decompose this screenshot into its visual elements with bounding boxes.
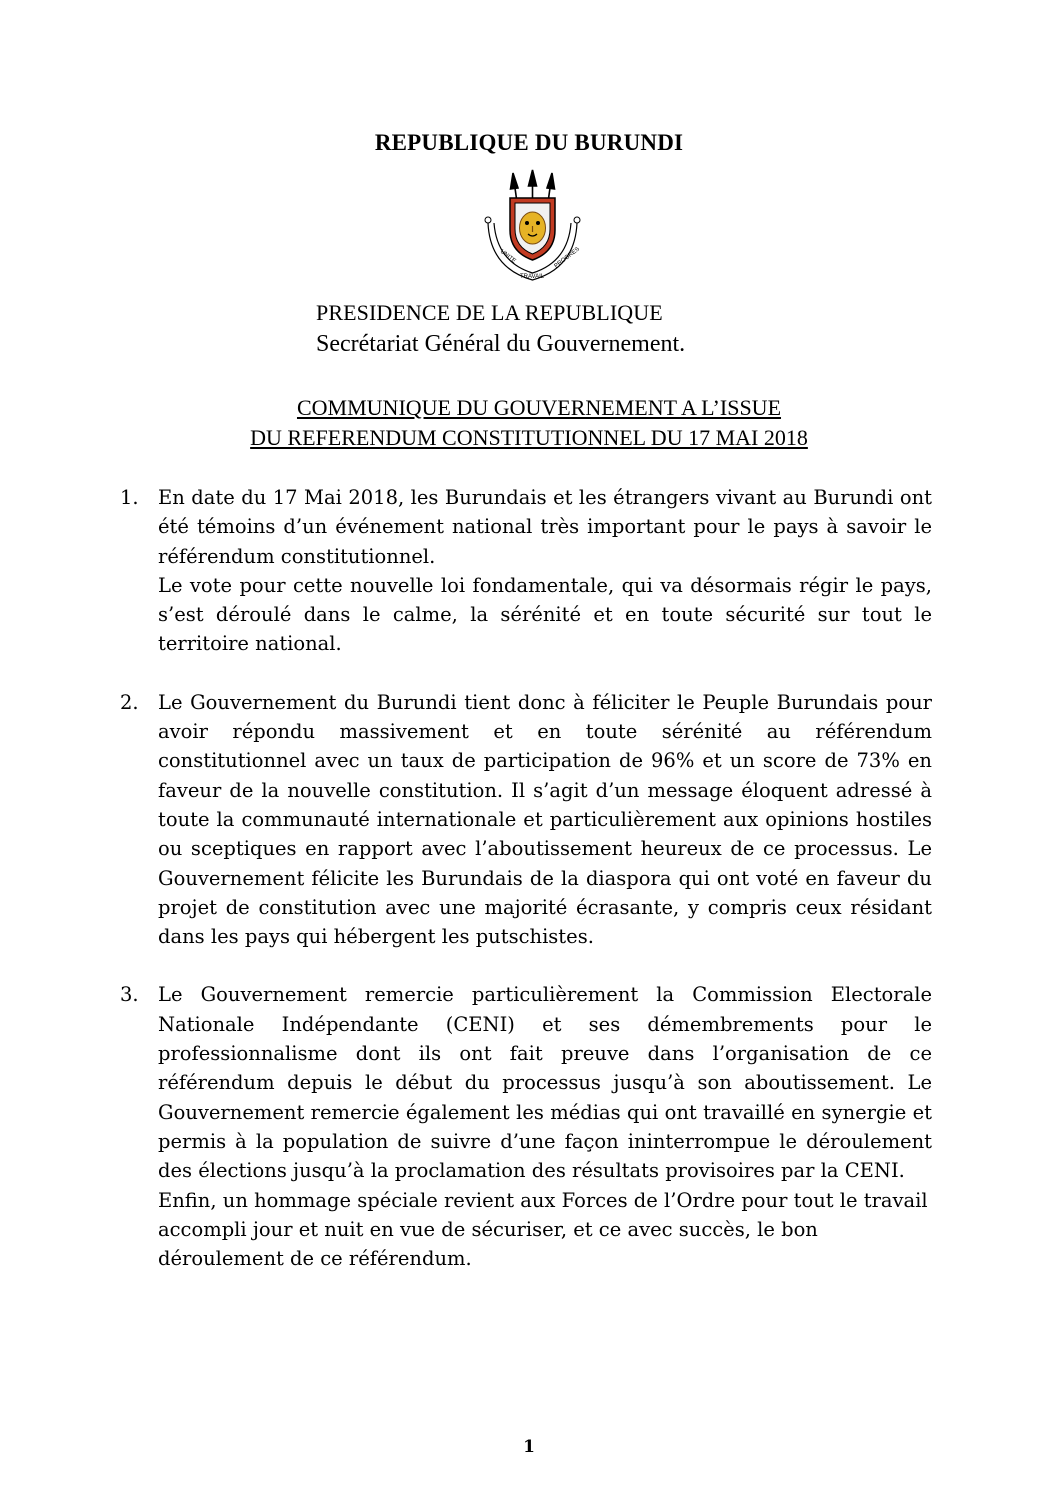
item-number: 1. (120, 486, 139, 509)
item-paragraph: Le vote pour cette nouvelle loi fondamentale, qui va désormais régir le pays, s’est déroulé dans le calme, la sérénité et en toute sécurité sur tout le territoire national. (158, 573, 932, 656)
svg-text:TRAVAIL: TRAVAIL (520, 274, 545, 280)
item-number: 2. (120, 690, 139, 714)
list-item-1 (120, 483, 932, 659)
item-paragraph: En date du 17 Mai 2018, les Burundais et les étrangers vivant au Burundi ont été témoins d’un événement national très important pour le pays à savoir le référendum constitutionnel. (158, 486, 932, 568)
communique-title-line-1: COMMUNIQUE DU GOUVERNEMENT A L’ISSUE (296, 395, 782, 420)
country-title: REPUBLIQUE DU BURUNDI (374, 130, 684, 155)
svg-text:PROGRES: PROGRES (553, 246, 581, 270)
item-paragraph: Le Gouvernement du Burundi tient donc à féliciter le Peuple Burundais pour avoir répondu massivement et en toute sérénité au référendum constitutionnel avec un taux de participation de 96% et un score de 73% en faveur de la nouvelle constitution. Il s’agit d’un message éloquent adressé à toute la communauté internationale et particulièrement aux opinions hostiles ou sceptiques en rapport avec l’aboutissement heureux de ce processus. Le Gouvernement félicite les Burundais de la diaspora qui ont voté en faveur du projet de constitution avec une majorité écrasante, y compris ceux résidant dans les pays qui hébergent les putschistes. (158, 690, 932, 949)
list-item-2 (120, 688, 932, 952)
coat-of-arms-icon (470, 168, 595, 288)
list-item-3 (120, 980, 932, 1273)
secretariat-heading: Secrétariat Général du Gouvernement. (316, 331, 686, 357)
communique-title (0, 393, 1058, 453)
item-number: 3. (120, 983, 139, 1007)
numbered-list (120, 483, 932, 1302)
page-number: 1 (523, 1437, 535, 1457)
communique-title-line-2: DU REFERENDUM CONSTITUTIONNEL DU 17 MAI 2018 (250, 425, 808, 450)
svg-text:UNITE: UNITE (498, 248, 517, 265)
item-paragraph: Le Gouvernement remercie particulièrement la Commission Electorale Nationale Indépendante (CENI) et ses démembrements pour le professionnalisme dont ils ont fait preuve dans l’organisation de ce référendum depuis le début du processus jusqu’à son aboutissement. Le Gouvernement remercie également les médias qui ont travaillé en synergie et permis à la population de suivre d’une façon ininterrompue le déroulement des élections jusqu’à la proclamation des résultats provisoires par la CENI. (158, 983, 932, 1183)
item-paragraph: Enfin, un hommage spéciale revient aux Forces de l’Ordre pour tout le travail accompli jour et nuit en vue de sécuriser, et ce avec succès, le bon déroulement de ce référendum. (158, 1188, 928, 1271)
presidency-heading: PRESIDENCE DE LA REPUBLIQUE (316, 300, 663, 325)
